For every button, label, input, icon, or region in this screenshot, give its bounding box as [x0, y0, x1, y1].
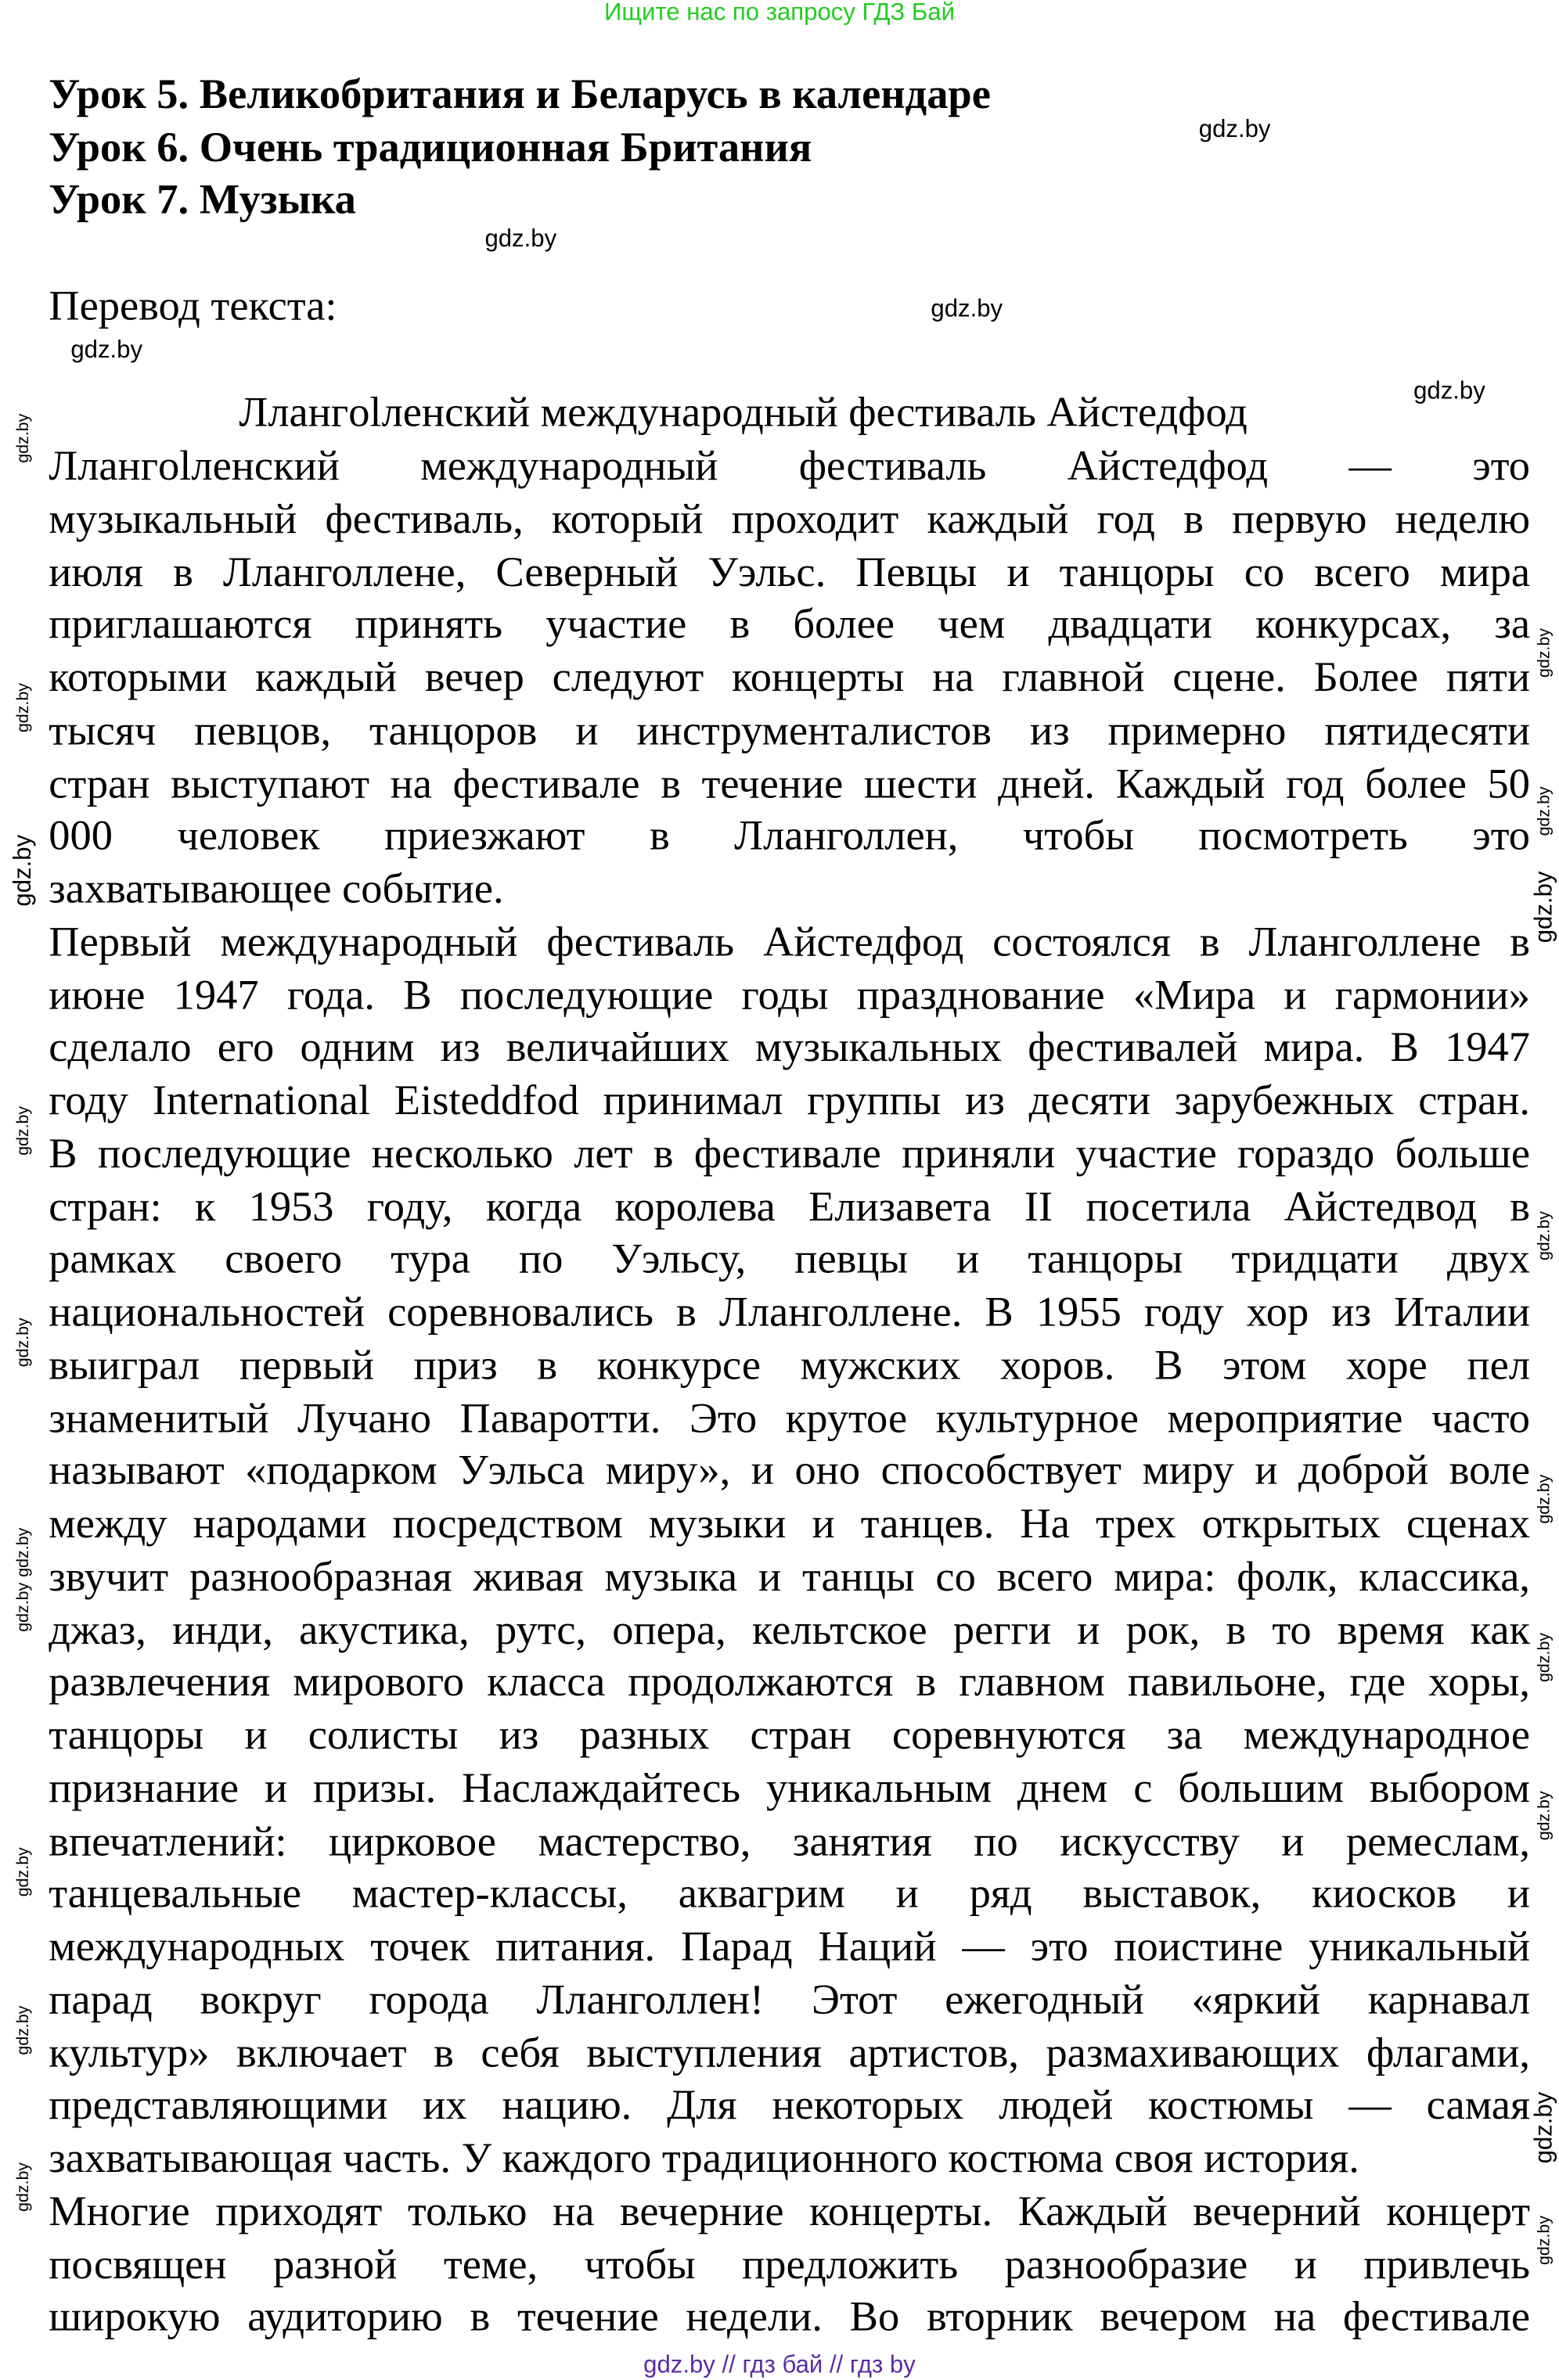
- watermark-text: gdz.by: [14, 2162, 33, 2212]
- watermark-text: gdz.by: [1534, 1632, 1554, 1682]
- watermark-text: gdz.by: [1534, 786, 1554, 836]
- text-line: В последующие несколько лет в фестивале приняли участие гораздо больше: [49, 1130, 1531, 1178]
- watermark-text: gdz.by: [1534, 627, 1554, 678]
- text-line: захватывающая часть. У каждого традиционного костюма своя история.: [49, 2135, 1359, 2183]
- text-line: 000 человек приезжают в Лланголлен, чтобы посмотреть это: [49, 813, 1531, 861]
- translation-label: Перевод текста:: [49, 282, 337, 331]
- watermark-text: gdz.by: [1534, 2215, 1554, 2266]
- text-line: национальностей соревновались в Лланголлене. В 1955 году хор из Италии: [49, 1289, 1531, 1336]
- text-line: сделало его одним из величайших музыкальных фестивалей мира. В 1947: [49, 1024, 1531, 1072]
- watermark-text: gdz.by: [14, 1582, 33, 1632]
- text-line: культур» включает в себя выступления артистов, размахивающих флагами,: [49, 2029, 1531, 2077]
- footer-links[interactable]: gdz.by // гдз бай // гдз by: [643, 2353, 916, 2379]
- text-line: знаменитый Лучано Паваротти. Это крутое культурное мероприятие часто: [49, 1394, 1531, 1443]
- text-title: Ллангolленский международный фестиваль Айстедфод: [239, 389, 1248, 437]
- watermark-text: gdz.by: [14, 2005, 33, 2055]
- watermark-text: gdz.by: [10, 834, 37, 907]
- watermark-text: gdz.by: [1198, 117, 1271, 143]
- watermark-text: gdz.by: [1534, 1791, 1554, 1841]
- watermark-text: gdz.by: [484, 226, 557, 253]
- watermark-text: gdz.by: [14, 1847, 33, 1897]
- text-line: рамках своего тура по Уэльсу, певцы и танцоры тридцати двух: [49, 1236, 1531, 1284]
- lesson-heading-5: Урок 5. Великобритания и Беларусь в календаре: [49, 71, 991, 119]
- watermark-text: gdz.by: [1530, 871, 1557, 944]
- text-line: парад вокруг города Лланголлен! Этот ежегодный «яркий карнавал: [49, 1976, 1531, 2024]
- watermark-text: gdz.by: [1530, 2091, 1557, 2164]
- text-line: июля в Лланголлене, Северный Уэльс. Певцы и танцоры со всего мира: [49, 548, 1531, 596]
- watermark-text: gdz.by: [1534, 1474, 1554, 1524]
- text-line: танцоры и солисты из разных стран соревнуются за международное: [49, 1712, 1531, 1760]
- text-line: представляющими их нацию. Для некоторых людей костюмы — самая: [49, 2082, 1531, 2130]
- text-line: развлечения мирового класса продолжаются в главном павильоне, где хоры,: [49, 1659, 1531, 1707]
- text-line: захватывающее событие.: [49, 865, 504, 914]
- watermark-text: gdz.by: [14, 1527, 33, 1577]
- text-line: Первый международный фестиваль Айстедфод состоялся в Лланголлене в: [49, 919, 1531, 966]
- text-line: приглашаются принять участие в более чем двадцати конкурсах, за: [49, 601, 1531, 649]
- text-line: июне 1947 года. В последующие годы празднование «Мира и гармонии»: [49, 972, 1531, 1019]
- text-line: Ллангolленский международный фестиваль Айстедфод — это: [49, 443, 1531, 491]
- text-line: звучит разнообразная живая музыка и танцы со всего мира: фолк, классика,: [49, 1553, 1531, 1601]
- text-line: джаз, инди, акустика, рутс, опера, кельтское регги и рок, в то время как: [49, 1606, 1531, 1654]
- text-line: посвящен разной теме, чтобы предложить разнообразие и привлечь: [49, 2241, 1531, 2288]
- text-line: между народами посредством музыки и танцев. На трех открытых сценах: [49, 1501, 1531, 1548]
- text-line: музыкальный фестиваль, который проходит каждый год в первую неделю: [49, 495, 1531, 543]
- text-line: выиграл первый приз в конкурсе мужских хоров. В этом хоре пел: [49, 1342, 1531, 1390]
- text-line: тысяч певцов, танцоров и инструменталистов из примерно пятидесяти: [49, 707, 1531, 755]
- text-line: танцевальные мастер-классы, аквагрим и ряд выставок, киосков и: [49, 1871, 1531, 1918]
- text-line: международных точек питания. Парад Наций — это поистине уникальный: [49, 1923, 1531, 1972]
- watermark-text: gdz.by: [14, 1106, 33, 1156]
- text-line: признание и призы. Наслаждайтесь уникальным днем с большим выбором: [49, 1765, 1531, 1813]
- watermark-text: gdz.by: [14, 683, 33, 733]
- lesson-heading-7: Урок 7. Музыка: [49, 176, 356, 224]
- text-line: которыми каждый вечер следуют концерты на главной сцене. Более пяти: [49, 654, 1531, 702]
- text-line: году International Eisteddfod принимал группы из десяти зарубежных стран.: [49, 1077, 1531, 1125]
- watermark-text: gdz.by: [14, 1318, 33, 1368]
- watermark-text: gdz.by: [1534, 1211, 1554, 1261]
- lesson-heading-6: Урок 6. Очень традиционная Британия: [49, 124, 812, 172]
- text-line: Многие приходят только на вечерние концерты. Каждый вечерний концерт: [49, 2188, 1531, 2236]
- watermark-text: gdz.by: [1413, 379, 1485, 405]
- text-line: называют «подарком Уэльса миру», и оно способствует миру и доброй воле: [49, 1447, 1531, 1495]
- text-line: стран выступают на фестивале в течение шести дней. Каждый год более 50: [49, 760, 1531, 807]
- search-banner-link[interactable]: Ищите нас по запросу ГДЗ Бай: [603, 0, 955, 27]
- watermark-text: gdz.by: [70, 337, 143, 364]
- text-line: впечатлений: цирковое мастерство, занятия по искусству и ремеслам,: [49, 1817, 1531, 1865]
- text-line: широкую аудиторию в течение недели. Во вторник вечером на фестивале: [49, 2294, 1531, 2342]
- watermark-text: gdz.by: [931, 297, 1003, 323]
- watermark-text: gdz.by: [14, 413, 33, 463]
- text-line: стран: к 1953 году, когда королева Елизавета II посетила Айстедвод в: [49, 1183, 1531, 1231]
